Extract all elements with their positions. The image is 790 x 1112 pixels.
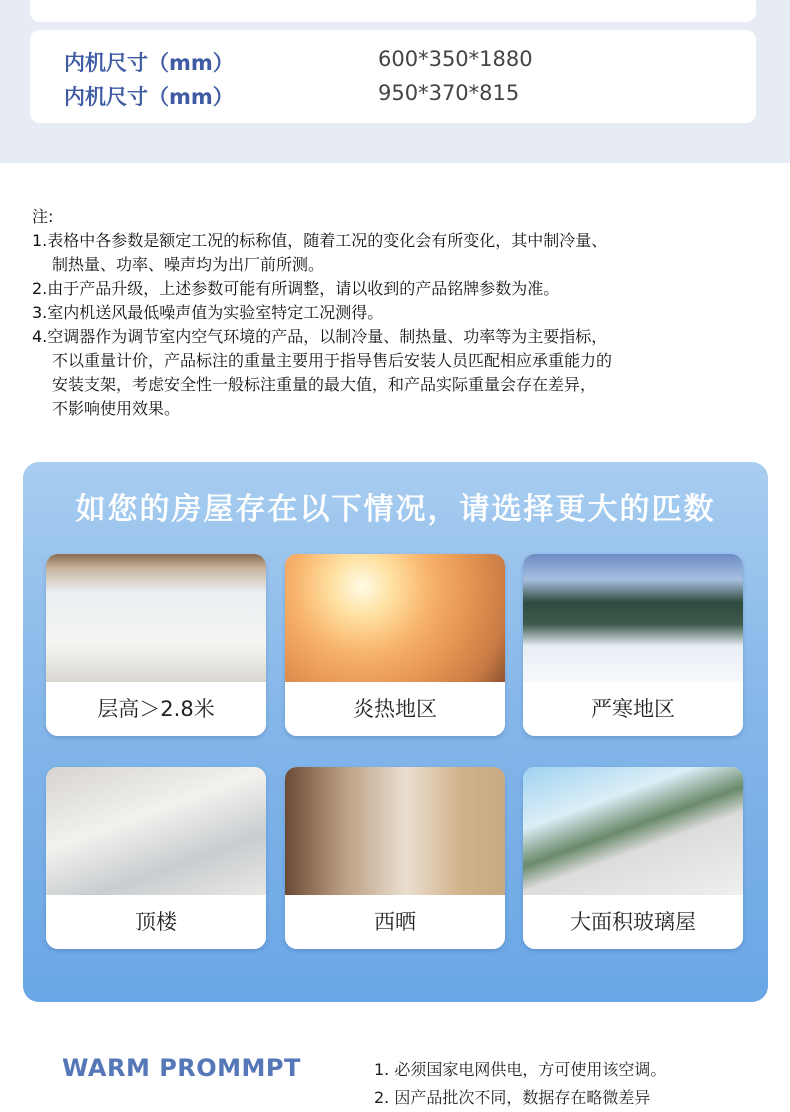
spec-section bbox=[0, 0, 790, 163]
spec-label: 内机尺寸（mm） bbox=[64, 85, 234, 109]
panel-title: 如您的房屋存在以下情况，请选择更大的匹数 bbox=[75, 492, 716, 527]
warm-prompt-tips bbox=[374, 1056, 666, 1112]
spec-row bbox=[64, 81, 744, 111]
spec-row bbox=[64, 47, 744, 77]
house-conditions-panel bbox=[23, 462, 768, 1002]
spec-label: 内机尺寸（mm） bbox=[64, 51, 234, 75]
note-line: 不以重量计价，产品标注的重量主要用于指导售后安装人员匹配相应承重能力的 bbox=[52, 351, 613, 370]
warm-prompt-title: WARM PROMMPT bbox=[62, 1054, 301, 1082]
tile-glass-house bbox=[523, 767, 743, 949]
glass-room-image bbox=[523, 767, 743, 895]
tile-hot-region bbox=[285, 554, 505, 736]
desert-sun-image bbox=[285, 554, 505, 682]
high-ceiling-kitchen-image bbox=[46, 554, 266, 682]
note-line: 4.空调器作为调节室内空气环境的产品，以制冷量、制热量、功率等为主要指标， bbox=[32, 327, 608, 346]
spec-card bbox=[30, 30, 756, 123]
tile-label: 炎热地区 bbox=[285, 682, 505, 736]
tile-label: 大面积玻璃屋 bbox=[523, 895, 743, 949]
tile-top-floor bbox=[46, 767, 266, 949]
note-line: 制热量、功率、噪声均为出厂前所测。 bbox=[52, 255, 325, 274]
west-window-image bbox=[285, 767, 505, 895]
note-line: 3.室内机送风最低噪声值为实验室特定工况测得。 bbox=[32, 303, 384, 322]
tile-high-ceiling bbox=[46, 554, 266, 736]
tile-label: 严寒地区 bbox=[523, 682, 743, 736]
tile-label: 西晒 bbox=[285, 895, 505, 949]
note-line: 2.由于产品升级，上述参数可能有所调整，请以收到的产品铭牌参数为准。 bbox=[32, 279, 560, 298]
spec-card-partial bbox=[30, 0, 756, 22]
tip-line: 2. 因产品批次不同，数据存在略微差异 bbox=[374, 1088, 651, 1107]
notes-section bbox=[32, 205, 772, 421]
notes-heading: 注: bbox=[32, 207, 54, 226]
note-line: 不影响使用效果。 bbox=[52, 399, 181, 418]
note-line: 1.表格中各参数是额定工况的标称值，随着工况的变化会有所变化，其中制冷量、 bbox=[32, 231, 608, 250]
tile-west-sun bbox=[285, 767, 505, 949]
snowy-village-image bbox=[523, 554, 743, 682]
tip-line: 1. 必须国家电网供电，方可使用该空调。 bbox=[374, 1060, 667, 1079]
attic-room-image bbox=[46, 767, 266, 895]
note-line: 安装支架，考虑安全性一般标注重量的最大值，和产品实际重量会存在差异， bbox=[52, 375, 597, 394]
tile-label: 顶楼 bbox=[46, 895, 266, 949]
tile-label: 层高＞2.8米 bbox=[46, 682, 266, 736]
spec-value: 950*370*815 bbox=[378, 81, 520, 105]
spec-value: 600*350*1880 bbox=[378, 47, 533, 71]
tile-cold-region bbox=[523, 554, 743, 736]
